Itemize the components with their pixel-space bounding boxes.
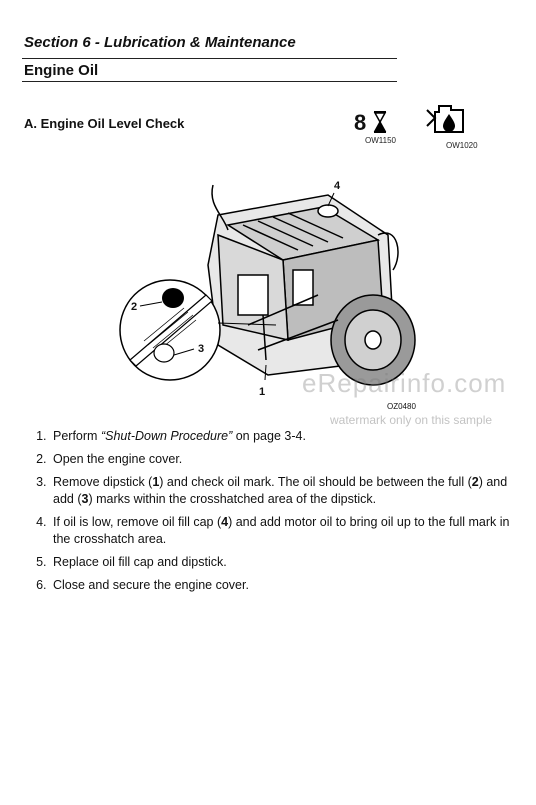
step-3: 3. Remove dipstick (1) and check oil mark. The oil should be between the full (2) and add (3) marks within the crosshatched area of the dipstick.: [50, 474, 520, 508]
callout-3: 3: [198, 343, 205, 355]
callout-1: 1: [259, 386, 266, 398]
procedure-steps: [30, 428, 520, 600]
oil-code: OW1020: [446, 141, 478, 150]
title-rule: [22, 81, 397, 82]
interval-hours: 8: [354, 110, 367, 135]
step-4: 4. If oil is low, remove oil fill cap (4) and add motor oil to bring oil up to the full mark in the crosshatch area.: [50, 514, 520, 548]
watermark-site: eRepairinfo.com: [302, 368, 507, 398]
step-5: 5. Replace oil fill cap and dipstick.: [50, 554, 520, 571]
hourglass-icon: [373, 111, 387, 133]
page-title: Engine Oil: [24, 62, 99, 79]
step-6: 6. Close and secure the engine cover.: [50, 577, 520, 594]
header-rule: [22, 58, 397, 59]
callout-2: 2: [131, 301, 138, 313]
engine-illustration: [98, 175, 428, 400]
callout-4: 4: [334, 180, 341, 192]
interval-code: OW1150: [365, 136, 396, 145]
step-2: 2. Open the engine cover.: [50, 451, 520, 468]
subsection-title: A. Engine Oil Level Check: [24, 116, 185, 131]
engine-oil-can-icon: [425, 102, 469, 138]
figure-code: OZ0480: [387, 402, 416, 411]
section-title: Section 6 - Lubrication & Maintenance: [24, 34, 296, 51]
step-1: 1. Perform “Shut-Down Procedure” on page 3-4.: [50, 428, 520, 445]
watermark-note: watermark only on this sample: [330, 413, 493, 427]
